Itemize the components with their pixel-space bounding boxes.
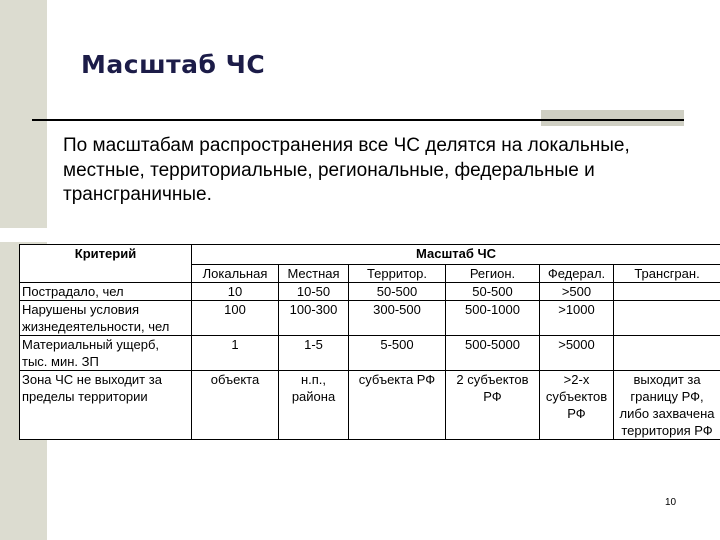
cell-value: >2-х субъектов РФ: [540, 371, 614, 440]
column-header-transborder: Трансгран.: [614, 265, 720, 283]
column-header-regional: Регион.: [446, 265, 540, 283]
cell-value: [614, 283, 720, 301]
cell-value: [614, 336, 720, 371]
cell-value: 100: [192, 301, 279, 336]
cell-value: выходит за границу РФ, либо захвачена территория РФ: [614, 371, 720, 440]
table-row: [20, 301, 720, 336]
cell-value: 10-50: [279, 283, 349, 301]
header-criterion: Критерий: [20, 245, 192, 283]
cell-value: 1-5: [279, 336, 349, 371]
cell-value: 50-500: [349, 283, 446, 301]
column-header-local: Локальная: [192, 265, 279, 283]
cell-value: 10: [192, 283, 279, 301]
table-row: [20, 371, 720, 440]
cell-value: н.п., района: [279, 371, 349, 440]
title-divider: [32, 119, 684, 121]
row-criterion: Материальный ущерб, тыс. мин. ЗП: [20, 336, 192, 371]
cell-value: 50-500: [446, 283, 540, 301]
slide-title: Масштаб ЧС: [81, 50, 266, 79]
column-header-territorial: Территор.: [349, 265, 446, 283]
row-criterion: Зона ЧС не выходит за пределы территории: [20, 371, 192, 440]
row-criterion: Нарушены условия жизнедеятельности, чел: [20, 301, 192, 336]
emergency-scale-table: [19, 244, 720, 440]
row-criterion: Пострадало, чел: [20, 283, 192, 301]
cell-value: >5000: [540, 336, 614, 371]
table-row: [20, 336, 720, 371]
cell-value: объекта: [192, 371, 279, 440]
cell-value: 1: [192, 336, 279, 371]
header-scale: Масштаб ЧС: [192, 245, 720, 265]
cell-value: >1000: [540, 301, 614, 336]
top-decor-block: [541, 110, 684, 126]
cell-value: [614, 301, 720, 336]
page-number: 10: [665, 497, 677, 508]
cell-value: 2 субъектов РФ: [446, 371, 540, 440]
cell-value: 5-500: [349, 336, 446, 371]
cell-value: 500-1000: [446, 301, 540, 336]
column-header-municipal: Местная: [279, 265, 349, 283]
intro-paragraph: По масштабам распространения все ЧС делятся на локальные, местные, территориальные, региональные, федеральные и трансграничные.: [63, 135, 630, 205]
left-decor-gap: [0, 228, 47, 242]
cell-value: 300-500: [349, 301, 446, 336]
cell-value: 100-300: [279, 301, 349, 336]
cell-value: субъекта РФ: [349, 371, 446, 440]
column-header-federal: Федерал.: [540, 265, 614, 283]
cell-value: >500: [540, 283, 614, 301]
table-row: [20, 283, 720, 301]
cell-value: 500-5000: [446, 336, 540, 371]
